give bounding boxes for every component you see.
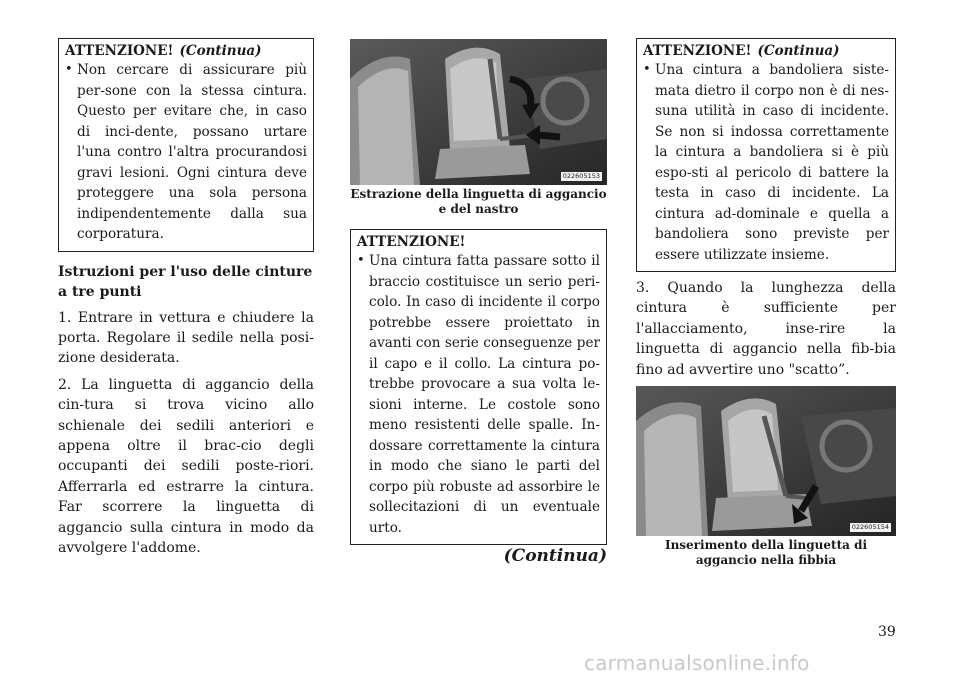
figure-buckle-insertion [636, 386, 896, 536]
step-3: 3. Quando la lunghezza della cintura è sufficiente per l'allacciamento, inse-rire la linguetta di aggancio nella fib-bia fino ad avvertire uno "scatto”. [636, 280, 896, 378]
warning-title: ATTENZIONE! [643, 43, 752, 59]
warning-continued-label: (Continua) [179, 43, 262, 59]
step-1: 1. Entrare in vettura e chiudere la porta. Regolare il sedile nella posi-zione desiderata. [58, 309, 314, 367]
bullet-icon: • [357, 253, 365, 268]
step-2: 2. La linguetta di aggancio della cin-tura si trova vicino allo schienale dei sedili anteriori e appena oltre il brac-cio degli occupanti dei sedili poste-riori. Afferrarla ed estrarre la cintura. Far scorrere la linguetta di aggancio sulla cintura in modo da avvolgere l'addome. [58, 376, 314, 556]
figure-belt-extraction [350, 39, 607, 185]
bullet-icon: • [65, 62, 73, 77]
continued-label: (Continua) [503, 546, 607, 566]
column-middle [350, 38, 607, 566]
figure-caption: Inserimento della linguetta di aggancio nella fibbia [664, 538, 868, 568]
warning-heading [357, 235, 600, 250]
figure-code: 022605153 [562, 172, 600, 180]
warning-heading [643, 44, 889, 59]
page-number: 39 [878, 624, 896, 640]
column-left [58, 38, 314, 564]
bullet-icon: • [643, 62, 651, 77]
warning-text: Una cintura fatta passare sotto il braccio costituisce un serio peri-colo. In caso di incidente il corpo potrebbe essere proiettato in avanti con serie conseguenze per il capo e il collo. La cintura po-trebbe provocare a sua volta le-sioni interne. Le costole sono meno resistenti delle spalle. In-dossare correttamente la cintura in modo che siano le parti del corpo più robuste ad assorbire le sollecitazioni di un eventuale urto. [369, 253, 600, 536]
figure-code: 022605154 [851, 523, 889, 532]
seat-belt-extraction-illustration [350, 39, 607, 185]
figure-caption: Estrazione della linguetta di aggancio e del nastro [350, 187, 607, 216]
warning-title: ATTENZIONE! [65, 43, 174, 59]
seat-belt-buckle-illustration [636, 386, 896, 536]
section-heading: Istruzioni per l'uso delle cinture a tre punti [58, 263, 313, 300]
warning-item [357, 251, 600, 538]
warning-heading [65, 44, 307, 59]
warning-continued-label: (Continua) [757, 43, 840, 59]
warning-box-1 [58, 38, 314, 252]
warning-item [65, 60, 307, 245]
column-right [636, 38, 896, 568]
warning-item [643, 60, 889, 265]
watermark: carmanualsonline.info [584, 651, 810, 675]
warning-text: Una cintura a bandoliera siste-mata dietro il corpo non è di nes-suna utilità in caso di incidente. Se non si indossa correttamente la cintura a bandoliera si è più espo-sti al pericolo di battere la testa in caso di incidente. La cintura ad-dominale e quella a bandoliera sono previste per essere utilizzate insieme. [655, 62, 889, 263]
warning-box-2 [350, 229, 607, 545]
warning-title: ATTENZIONE! [357, 234, 466, 250]
warning-box-3 [636, 38, 896, 272]
warning-text: Non cercare di assicurare più per-sone con la stessa cintura. Questo per evitare che, in caso di inci-dente, possano urtare l'una contro l'altra procurandosi gravi lesioni. Ogni cintura deve proteggere una sola persona indipendentemente dalla sua corporatura. [77, 62, 307, 242]
